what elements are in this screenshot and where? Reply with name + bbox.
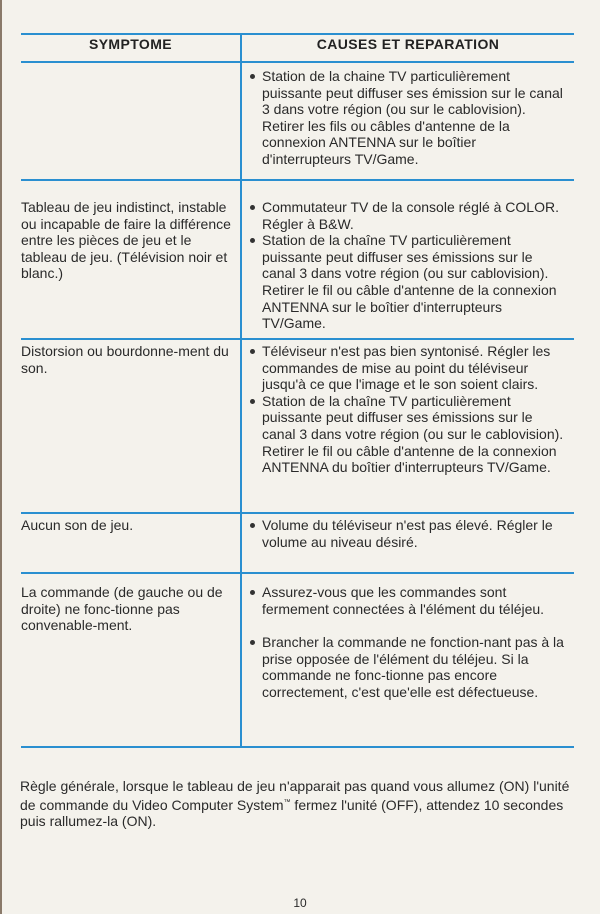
causes-cell <box>248 517 568 550</box>
cause-item <box>248 343 568 393</box>
symptom-cell: Tableau de jeu indistinct, instable ou incapable de faire la différence entre les pièces de jeu et le tableau de jeu. (Télévision noir et blanc.) <box>21 199 231 282</box>
cause-text: Assurez-vous que les commandes sont fermement connectées à l'élément du téléjeu. <box>262 584 545 617</box>
table-top-rule <box>21 33 574 35</box>
bullet-icon <box>250 74 255 79</box>
header-symptom: SYMPTOME <box>88 36 173 52</box>
page-number: 10 <box>293 896 307 910</box>
cause-item <box>248 232 568 332</box>
symptom-cell: Distorsion ou bourdonne-ment du son. <box>21 343 229 376</box>
cause-item <box>248 199 568 232</box>
causes-cell <box>248 584 568 701</box>
cause-item <box>248 517 568 550</box>
cause-text: Station de la chaîne TV particulièrement puissante peut diffuser ses émissions sur le canal 3 dans votre région (ou sur cablovision). Retirer le fil ou câble d'antenne de la connexion ANTENNA sur le boîtier d'interrupteurs TV/Game. <box>262 232 557 332</box>
row-rule <box>21 572 574 574</box>
footer-text: Règle générale, lorsque le tableau de jeu n'apparait pas quand vous allumez (ON) l'unité de commande du Video Computer System <box>20 778 570 813</box>
footer-text-end: fermez l'unité (OFF), attendez 10 secondes puis rallumez-la (ON). <box>20 796 564 830</box>
bullet-icon <box>250 399 255 404</box>
cause-text: Station de la chaîne TV particulièrement puissante peut diffuser ses émissions sur le canal 3 dans votre région (ou sur le cablovision). Retirer le fil ou câble d'antenne de la connexion ANTENNA du boîtier d'interrupteurs TV/Game. <box>262 392 564 476</box>
bullet-icon <box>250 238 255 243</box>
cause-text: Commutateur TV de la console réglé à COLOR. Régler à B&W. <box>262 199 559 232</box>
cause-text: Téléviseur n'est pas bien syntonisé. Régler les commandes de mise au point du téléviseur jusqu'à ce que l'image et le son soient clairs. <box>262 343 551 393</box>
bullet-icon <box>250 590 255 595</box>
cause-item <box>248 68 568 168</box>
page-edge <box>0 0 2 914</box>
causes-cell <box>248 343 568 476</box>
table-bottom-rule <box>21 746 574 748</box>
general-rule-paragraph <box>20 778 580 830</box>
bullet-icon <box>250 205 255 210</box>
header-bottom-rule <box>21 61 574 63</box>
cause-item <box>248 634 568 700</box>
bullet-icon <box>250 523 255 528</box>
bullet-icon <box>250 640 255 645</box>
symptom-cell: La commande (de gauche ou de droite) ne fonc-tionne pas convenable-ment. <box>21 584 223 634</box>
cause-text: Station de la chaine TV particulièrement puissante peut diffuser ses émission sur le canal 3 dans votre région (ou sur le cablovision). Retirer les fils ou câbles d'antenne de la connexion ANTENNA sur le boîtier d'interrupteurs TV/Game. <box>262 68 563 167</box>
column-divider <box>240 33 242 748</box>
bullet-icon <box>250 349 255 354</box>
causes-cell <box>248 68 568 168</box>
row-rule <box>21 338 574 340</box>
trademark-symbol: ™ <box>283 798 291 806</box>
cause-item <box>248 584 568 617</box>
row-rule <box>21 512 574 514</box>
cause-item <box>248 393 568 476</box>
symptom-cell: Aucun son de jeu. <box>21 517 134 533</box>
cause-text: Brancher la commande ne fonction-nant pas à la prise opposée de l'élément du téléjeu. Si la commande ne fonc-tionne pas encore correctement, c'est que'elle est défectueuse. <box>262 634 564 700</box>
header-causes: CAUSES ET REPARATION <box>316 36 500 52</box>
causes-cell <box>248 199 568 332</box>
cause-text: Volume du téléviseur n'est pas élevé. Régler le volume au niveau désiré. <box>262 517 553 550</box>
row-rule <box>21 179 574 181</box>
